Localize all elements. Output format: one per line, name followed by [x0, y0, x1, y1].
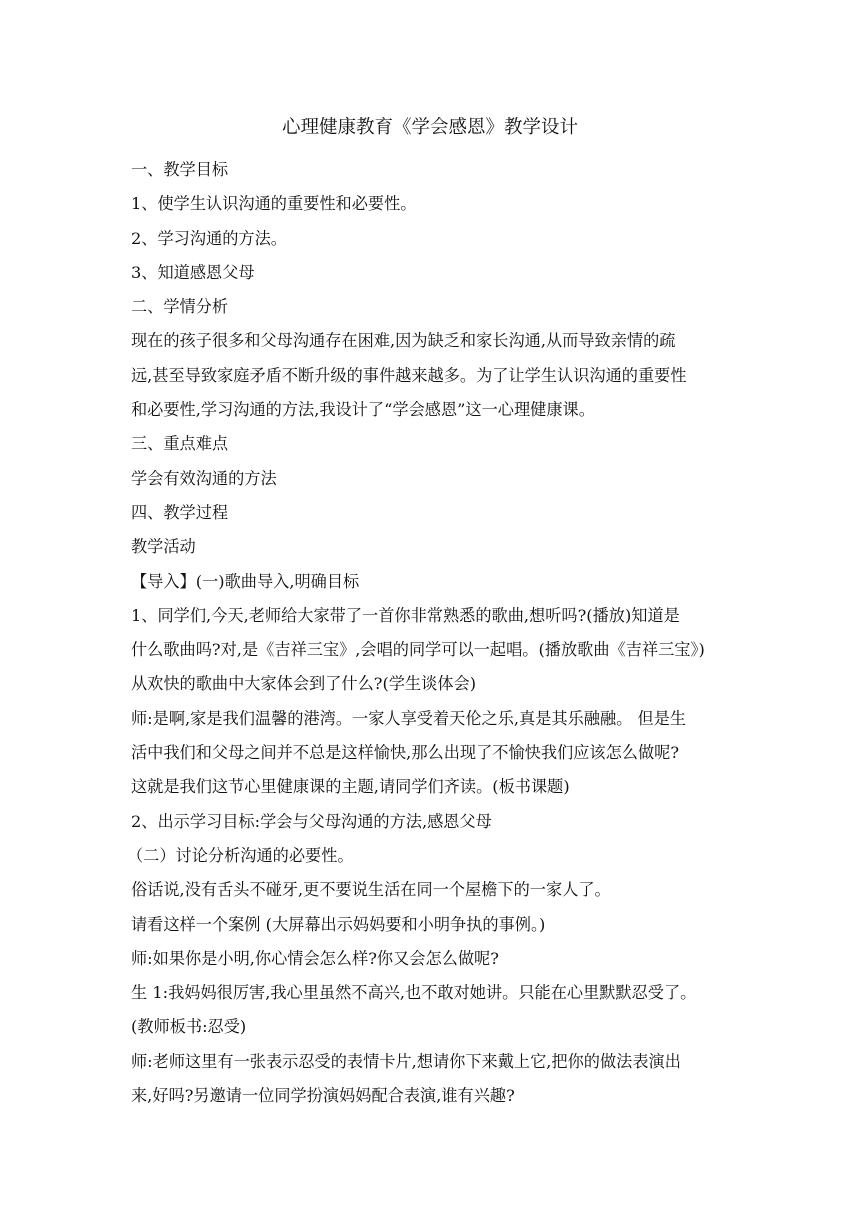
- paragraph-line: 学会有效沟通的方法: [131, 468, 277, 488]
- subheading-discussion: （二）讨论分析沟通的必要性。: [127, 845, 354, 865]
- paragraph-line: 远,甚至导致家庭矛盾不断升级的事件越来越多。为了让学生认识沟通的重要性: [131, 365, 687, 385]
- section-heading-objectives: 一、教学目标: [131, 160, 229, 179]
- paragraph-line: 师:老师这里有一张表示忍受的表情卡片,想请你下来戴上它,把你的做法表演出: [131, 1051, 681, 1071]
- paragraph-line: 2、出示学习目标:学会与父母沟通的方法,感恩父母: [131, 811, 492, 831]
- paragraph-line: 和必要性,学习沟通的方法,我设计了“学会感恩”这一心理健康课。: [131, 400, 595, 420]
- paragraph-line: (教师板书:忍受): [131, 1017, 247, 1037]
- document-title: 心理健康教育《学会感恩》教学设计: [281, 117, 578, 138]
- paragraph-line: 俗话说,没有舌头不碰牙,更不要说生活在同一个屋檐下的一家人了。: [131, 880, 611, 900]
- objective-item-2: 2、学习沟通的方法。: [131, 228, 287, 248]
- paragraph-line: 生 1:我妈妈很厉害,我心里虽然不高兴,也不敢对她讲。只能在心里默默忍受了。: [131, 983, 697, 1003]
- paragraph-line: 活中我们和父母之间并不总是这样愉快,那么出现了不愉快我们应该怎么做呢?: [131, 743, 680, 763]
- section-heading-process: 四、教学过程: [131, 502, 229, 522]
- paragraph-line: 这就是我们这节心里健康课的主题,请同学们齐读。(板书课题): [131, 777, 570, 797]
- subheading-activity: 教学活动: [131, 537, 196, 557]
- document-body: [127, 153, 737, 1113]
- section-heading-key-points: 三、重点难点: [131, 434, 229, 454]
- paragraph-line: 1、同学们,今天,老师给大家带了一首你非常熟悉的歌曲,想听吗?(播放)知道是: [131, 605, 680, 625]
- paragraph-line: 师:是啊,家是我们温馨的港湾。一家人享受着天伦之乐,真是其乐融融。 但是生: [131, 708, 687, 728]
- paragraph-line: 请看这样一个案例 (大屏幕出示妈妈要和小明争执的事例。): [131, 914, 546, 934]
- paragraph-line: 从欢快的歌曲中大家体会到了什么?(学生谈体会): [131, 674, 477, 694]
- paragraph-line: 师:如果你是小明,你心情会怎么样?你又会怎么做呢?: [131, 948, 499, 968]
- section-heading-analysis: 二、学情分析: [131, 297, 229, 317]
- objective-item-1: 1、使学生认识沟通的重要性和必要性。: [131, 194, 417, 214]
- subheading-intro: 【导入】(一)歌曲导入,明确目标: [131, 571, 360, 591]
- paragraph-line: 什么歌曲吗?对,是《吉祥三宝》,会唱的同学可以一起唱。(播放歌曲《吉祥三宝》): [131, 640, 705, 660]
- paragraph-line: 来,好吗?另邀请一位同学扮演妈妈配合表演,谁有兴趣?: [131, 1086, 515, 1106]
- objective-item-3: 3、知道感恩父母: [131, 262, 255, 282]
- paragraph-line: 现在的孩子很多和父母沟通存在困难,因为缺乏和家长沟通,从而导致亲情的疏: [131, 331, 676, 351]
